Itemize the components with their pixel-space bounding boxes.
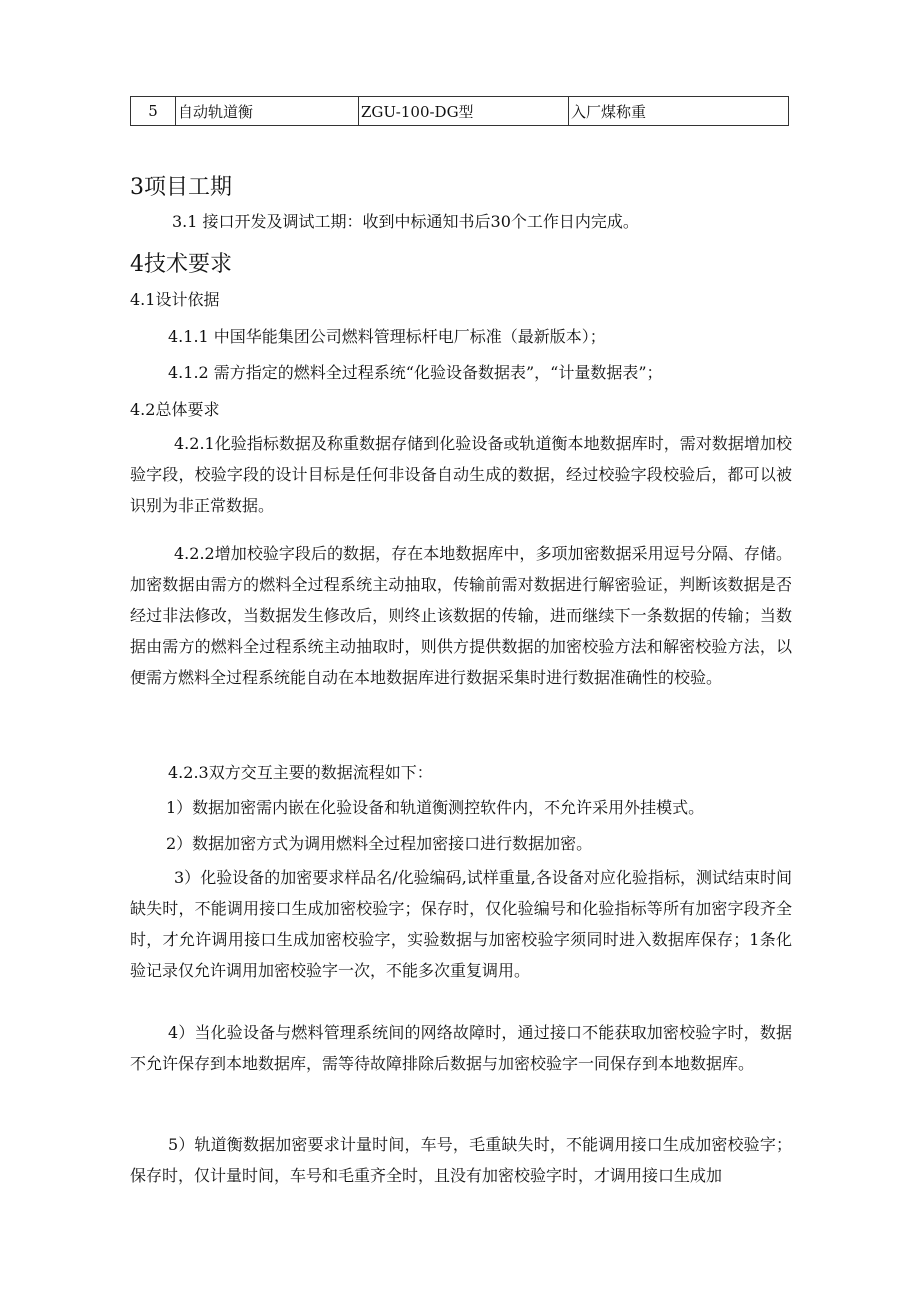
table-cell-model: ZGU-100-DG型: [359, 97, 569, 126]
section-4-2-3-text: 4.2.3双方交互主要的数据流程如下：: [168, 763, 433, 782]
table-cell-index: 5: [131, 97, 176, 126]
equipment-table: [130, 96, 789, 126]
section-3-heading: 3项目工期: [130, 175, 232, 200]
list-item-4: 4）当化验设备与燃料管理系统间的网络故障时，通过接口不能获取加密校验字时，数据不允许保存到本地数据库，需等待故障排除后数据与加密校验字一同保存到本地数据库。: [130, 1023, 792, 1073]
section-3-1-text: 3.1 接口开发及调试工期：收到中标通知书后30个工作日内完成。: [172, 212, 639, 231]
section-4-heading: 4技术要求: [130, 252, 232, 277]
list-item-2: 2）数据加密方式为调用燃料全过程加密接口进行数据加密。: [166, 834, 593, 853]
section-4-1-2-text: 4.1.2 需方指定的燃料全过程系统“化验设备数据表”，“计量数据表”；: [168, 363, 663, 382]
table-cell-usage: 入厂煤称重: [569, 97, 789, 126]
list-item-1: 1）数据加密需内嵌在化验设备和轨道衡测控软件内，不允许采用外挂模式。: [166, 798, 705, 817]
table-row: [131, 97, 789, 126]
section-4-1-1-text: 4.1.1 中国华能集团公司燃料管理标杆电厂标准（最新版本）；: [168, 327, 606, 346]
section-4-1-heading: 4.1设计依据: [130, 290, 220, 309]
section-4-2-heading: 4.2总体要求: [130, 400, 220, 419]
list-item-3: 3）化验设备的加密要求样品名/化验编码,试样重量,各设备对应化验指标，测试结束时间缺失时，不能调用接口生成加密校验字；保存时，仅化验编号和化验指标等所有加密字段齐全时，才允许调用接口生成加密校验字，实验数据与加密校验字须同时进入数据库保存；1条化验记录仅允许调用加密校验字一次，不能多次重复调用。: [130, 868, 792, 980]
section-4-2-1-paragraph: 4.2.1化验指标数据及称重数据存储到化验设备或轨道衡本地数据库时，需对数据增加校验字段，校验字段的设计目标是任何非设备自动生成的数据，经过校验字段校验后，都可以被识别为非正常数据。: [130, 434, 792, 515]
list-item-5: 5）轨道衡数据加密要求计量时间，车号，毛重缺失时，不能调用接口生成加密校验字；保存时，仅计量时间，车号和毛重齐全时，且没有加密校验字时，才调用接口生成加: [130, 1135, 792, 1185]
table-cell-name: 自动轨道衡: [176, 97, 359, 126]
section-4-2-2-paragraph: 4.2.2增加校验字段后的数据，存在本地数据库中，多项加密数据采用逗号分隔、存储。加密数据由需方的燃料全过程系统主动抽取，传输前需对数据进行解密验证，判断该数据是否经过非法修改，当数据发生修改后，则终止该数据的传输，进而继续下一条数据的传输；当数据由需方的燃料全过程系统主动抽取时，则供方提供数据的加密校验方法和解密校验方法，以便需方燃料全过程系统能自动在本地数据库进行数据采集时进行数据准确性的校验。: [130, 544, 792, 687]
